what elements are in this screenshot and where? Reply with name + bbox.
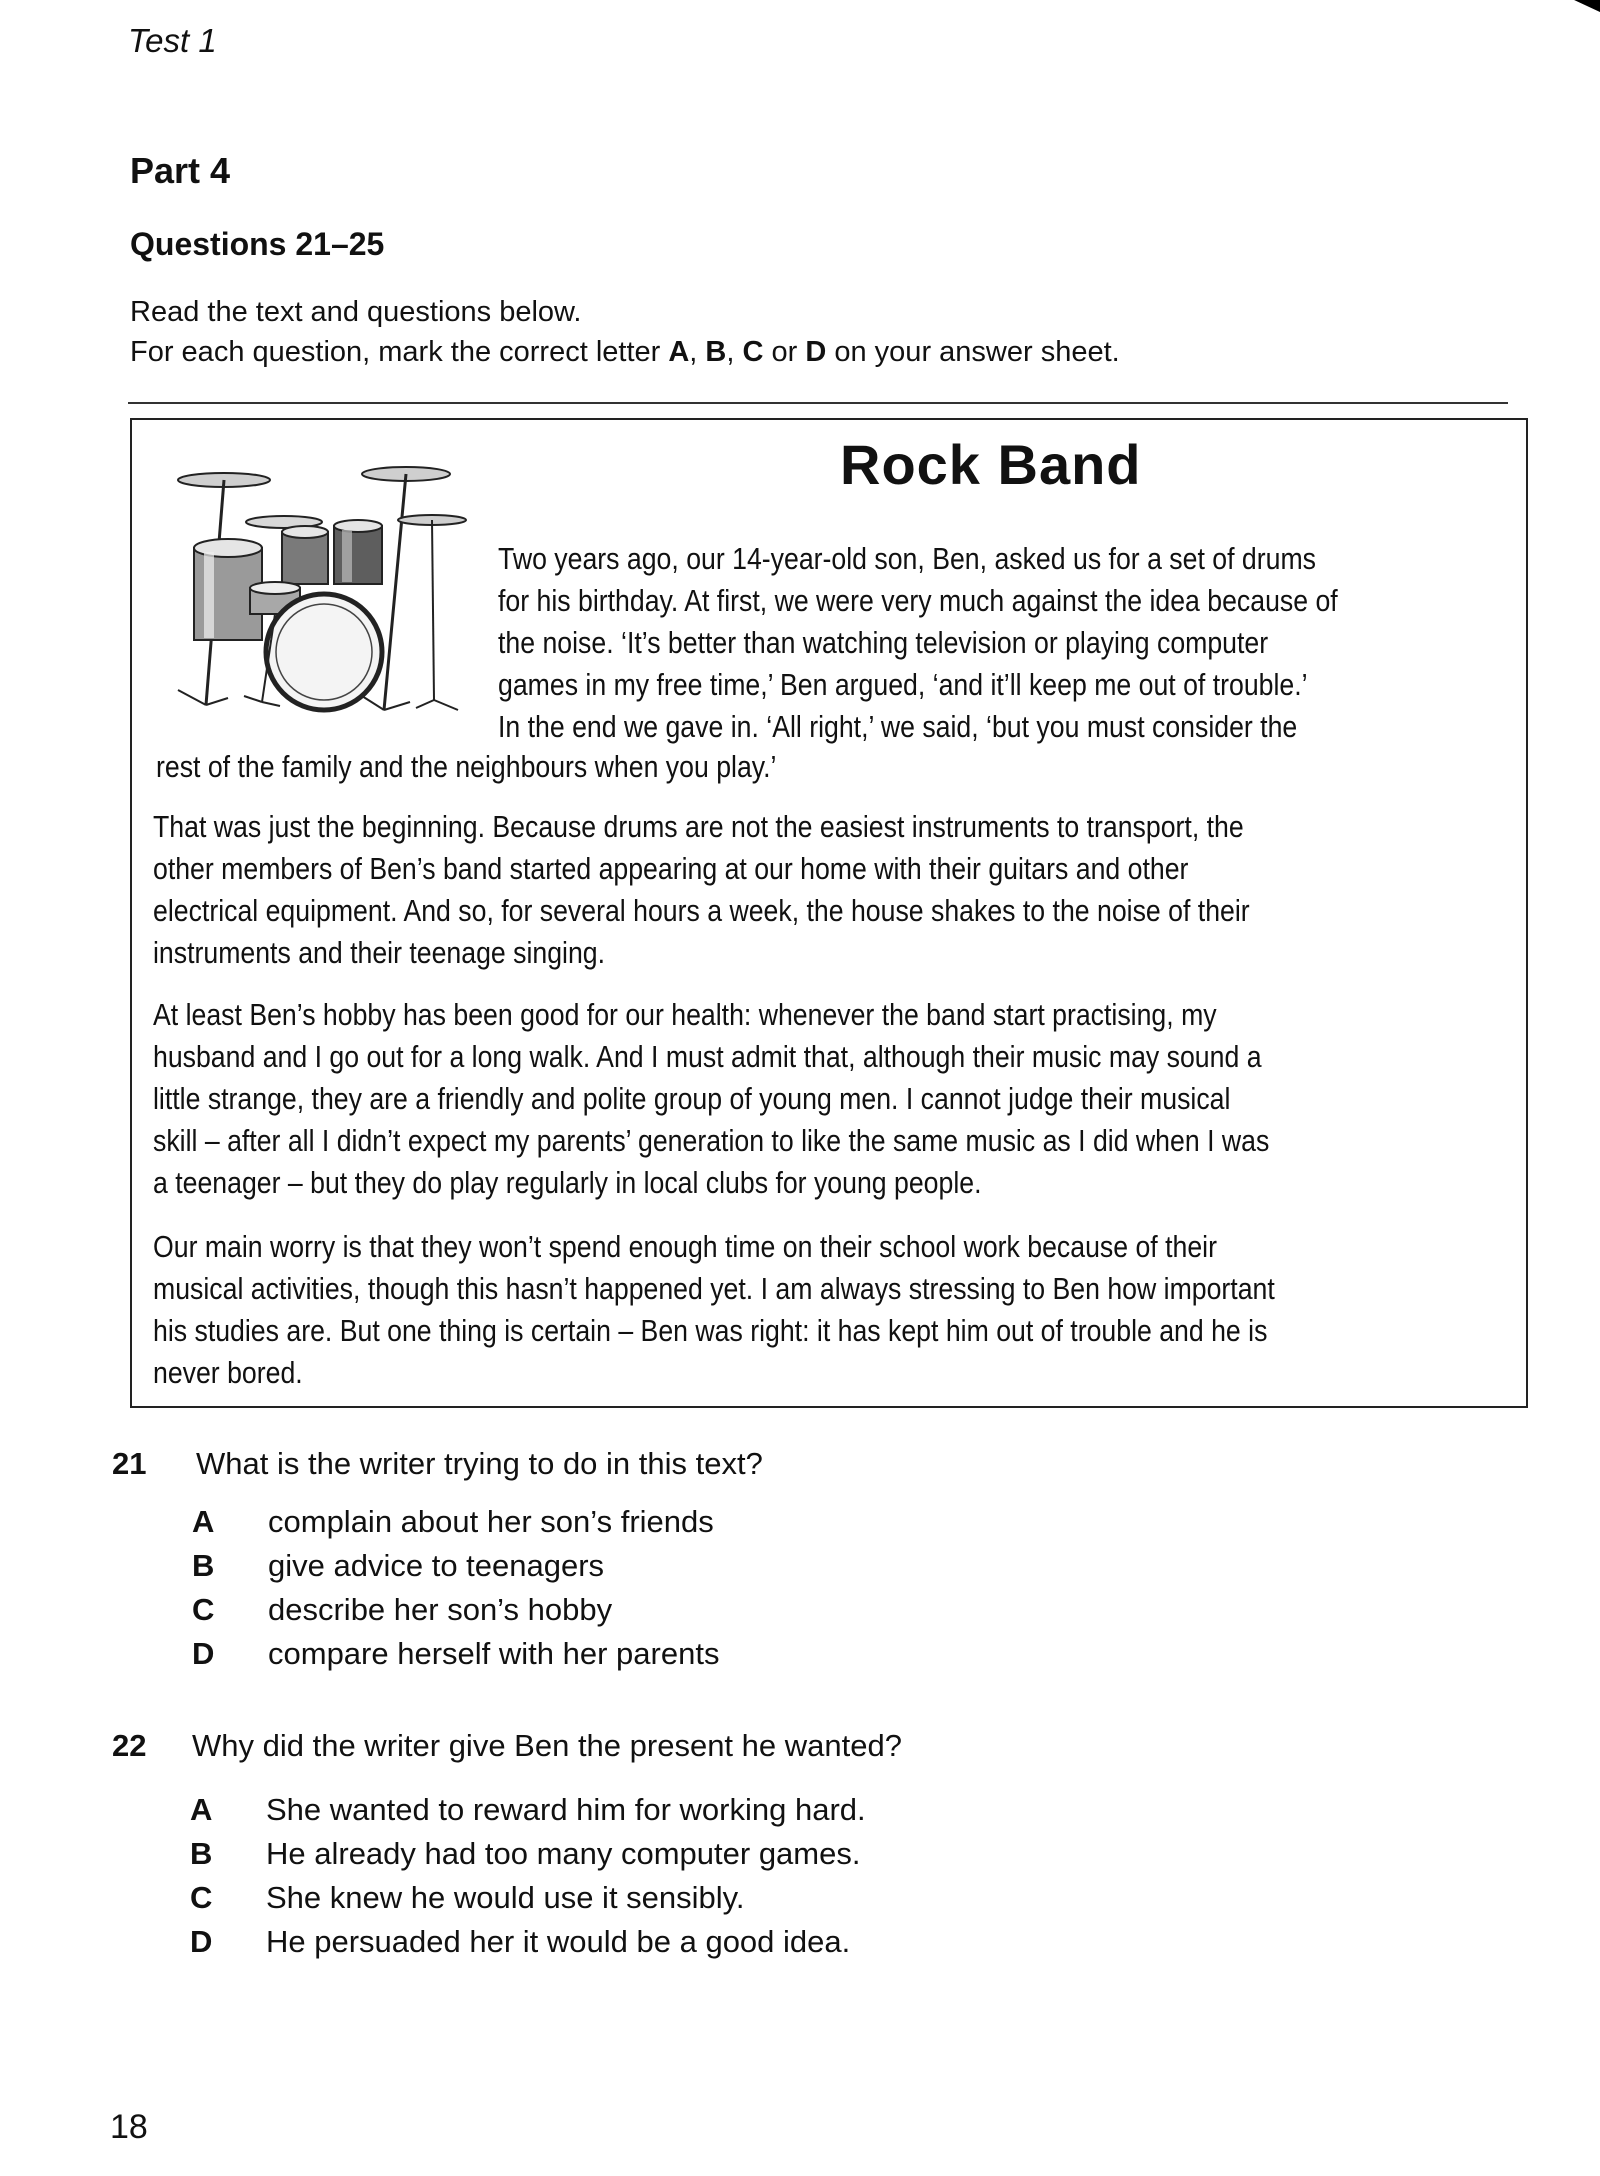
- question-number: 21: [112, 1446, 147, 1481]
- option-letter: B: [192, 1548, 215, 1583]
- article-line: husband and I go out for a long walk. And I must admit that, although their music may sound a: [153, 1039, 1262, 1074]
- answer-option-b[interactable]: [192, 1548, 604, 1584]
- answer-option-a[interactable]: [192, 1504, 714, 1540]
- option-letter: D: [192, 1636, 215, 1671]
- questions-range: Questions 21–25: [130, 226, 385, 262]
- article-line: musical activities, though this hasn’t happened yet. I am always stressing to Ben how important: [153, 1271, 1275, 1306]
- answer-option-c[interactable]: [192, 1592, 612, 1628]
- option-text: He persuaded her it would be a good idea.: [266, 1924, 851, 1959]
- article-line: Two years ago, our 14-year-old son, Ben, asked us for a set of drums: [498, 541, 1316, 576]
- article-paragraph-1: [498, 538, 1521, 748]
- instruction-line-2: For each question, mark the correct letter A, B, C or D on your answer sheet.: [130, 336, 1120, 368]
- option-text: He already had too many computer games.: [266, 1836, 861, 1871]
- question-stem: What is the writer trying to do in this text?: [196, 1446, 763, 1481]
- article-paragraph-1-tail: rest of the family and the neighbours when you play.’: [156, 749, 777, 784]
- part-title: Part 4: [130, 150, 231, 191]
- article-line: electrical equipment. And so, for several hours a week, the house shakes to the noise of their: [153, 893, 1250, 928]
- option-text: describe her son’s hobby: [268, 1592, 613, 1627]
- option-letter: D: [190, 1924, 213, 1959]
- article-line: other members of Ben’s band started appearing at our home with their guitars and other: [153, 851, 1189, 886]
- article-line: never bored.: [153, 1355, 303, 1390]
- answer-option-a[interactable]: [190, 1792, 866, 1828]
- article-line: the noise. ‘It’s better than watching television or playing computer: [498, 625, 1269, 660]
- article-line: instruments and their teenage singing.: [153, 935, 606, 970]
- page-number: 18: [110, 2108, 148, 2146]
- article-line: That was just the beginning. Because drums are not the easiest instruments to transport, the: [153, 809, 1244, 844]
- instructions: [130, 292, 1530, 372]
- question-stem: Why did the writer give Ben the present he wanted?: [192, 1728, 902, 1763]
- article-line: At least Ben’s hobby has been good for our health: whenever the band start practising, my: [153, 997, 1217, 1032]
- running-head: Test 1: [128, 22, 217, 59]
- article-line: his studies are. But one thing is certain – Ben was right: it has kept him out of trouble and he is: [153, 1313, 1268, 1348]
- option-letter: A: [192, 1504, 215, 1539]
- article-paragraph-2: [153, 806, 1529, 974]
- answer-option-c[interactable]: [190, 1880, 744, 1916]
- option-text: compare herself with her parents: [268, 1636, 720, 1671]
- question-number: 22: [112, 1728, 147, 1763]
- section-divider: [128, 402, 1508, 404]
- article-paragraph-4: [153, 1226, 1529, 1394]
- option-letter: A: [190, 1792, 213, 1827]
- article-line: for his birthday. At first, we were very much against the idea because of: [498, 583, 1338, 618]
- article-line: Our main worry is that they won’t spend enough time on their school work because of their: [153, 1229, 1217, 1264]
- answer-option-d[interactable]: [190, 1924, 850, 1960]
- answer-option-b[interactable]: [190, 1836, 860, 1872]
- article-line: little strange, they are a friendly and polite group of young men. I cannot judge their musical: [153, 1081, 1231, 1116]
- option-text: She knew he would use it sensibly.: [266, 1880, 745, 1915]
- option-letter: C: [190, 1880, 213, 1915]
- article-title: Rock Band: [840, 433, 1142, 496]
- option-letter: C: [192, 1592, 215, 1627]
- option-letter: B: [190, 1836, 213, 1871]
- drum-kit-icon: [166, 460, 486, 725]
- article-paragraph-3: [153, 994, 1529, 1204]
- option-text: complain about her son’s friends: [268, 1504, 714, 1539]
- answer-option-d[interactable]: [192, 1636, 719, 1672]
- page-corner-mark: [1564, 0, 1600, 21]
- article-line: skill – after all I didn’t expect my parents’ generation to like the same music as I did when I was: [153, 1123, 1270, 1158]
- article-line: a teenager – but they do play regularly in local clubs for young people.: [153, 1165, 982, 1200]
- option-text: She wanted to reward him for working hard.: [266, 1792, 866, 1827]
- instruction-line-1: Read the text and questions below.: [130, 296, 582, 328]
- option-text: give advice to teenagers: [268, 1548, 605, 1583]
- article-line: In the end we gave in. ‘All right,’ we said, ‘but you must consider the: [498, 709, 1298, 744]
- article-line: games in my free time,’ Ben argued, ‘and it’ll keep me out of trouble.’: [498, 667, 1308, 702]
